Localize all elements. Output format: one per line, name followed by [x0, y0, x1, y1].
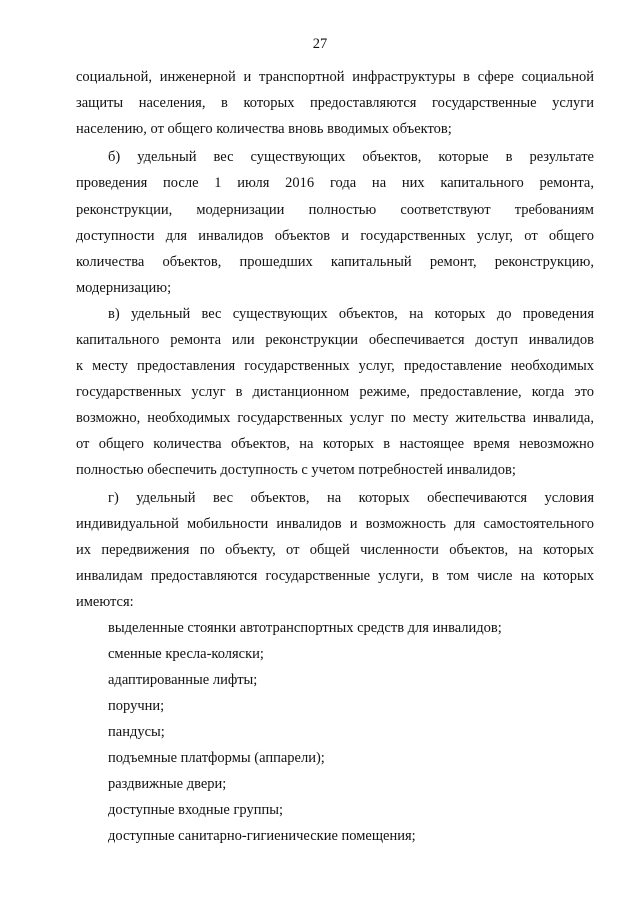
list-item: доступные входные группы;: [108, 802, 284, 818]
text-line: количества объектов, прошедших капитальный ремонт, реконструкцию,: [76, 254, 594, 270]
paragraph-b-first-line: б) удельный вес существующих объектов, которые в результате: [108, 149, 594, 165]
text-line: их передвижения по объекту, от общей численности объектов, на которых: [76, 542, 594, 558]
text-line: защиты населения, в которых предоставляются государственные услуги: [76, 95, 594, 111]
text-line: проведения после 1 июля 2016 года на них капитального ремонта,: [76, 175, 594, 191]
text-line: модернизацию;: [76, 280, 172, 296]
text-line: социальной, инженерной и транспортной инфраструктуры в сфере социальной: [76, 69, 594, 85]
text-line: реконструкции, модернизации полностью соответствуют требованиям: [76, 202, 594, 218]
list-item: подъемные платформы (аппарели);: [108, 750, 325, 766]
text-line: от общего количества объектов, на которых в настоящее время невозможно: [76, 436, 594, 452]
text-line: к месту предоставления государственных услуг, предоставление необходимых: [76, 358, 594, 374]
page-number: 27: [312, 36, 328, 52]
text-line: населению, от общего количества вновь вводимых объектов;: [76, 121, 452, 137]
list-item: поручни;: [108, 698, 165, 714]
list-item: пандусы;: [108, 724, 165, 740]
paragraph-g-first-line: г) удельный вес объектов, на которых обеспечиваются условия: [108, 490, 594, 506]
list-item: доступные санитарно-гигиенические помещения;: [108, 828, 416, 844]
text-line: капитального ремонта или реконструкции обеспечивается доступ инвалидов: [76, 332, 594, 348]
text-line: доступности для инвалидов объектов и государственных услуг, от общего: [76, 228, 594, 244]
text-line: имеются:: [76, 594, 134, 610]
paragraph-v-first-line: в) удельный вес существующих объектов, на которых до проведения: [108, 306, 594, 322]
list-item: раздвижные двери;: [108, 776, 227, 792]
text-line: возможно, необходимых государственных услуг по месту жительства инвалида,: [76, 410, 594, 426]
list-item: адаптированные лифты;: [108, 672, 258, 688]
text-line: инвалидам предоставляются государственные услуги, в том числе на которых: [76, 568, 594, 584]
list-item: выделенные стоянки автотранспортных средств для инвалидов;: [108, 620, 502, 636]
list-item: сменные кресла-коляски;: [108, 646, 264, 662]
text-line: индивидуальной мобильности инвалидов и возможность для самостоятельного: [76, 516, 594, 532]
text-line: государственных услуг в дистанционном режиме, предоставление, когда это: [76, 384, 594, 400]
text-line: полностью обеспечить доступность с учетом потребностей инвалидов;: [76, 462, 516, 478]
